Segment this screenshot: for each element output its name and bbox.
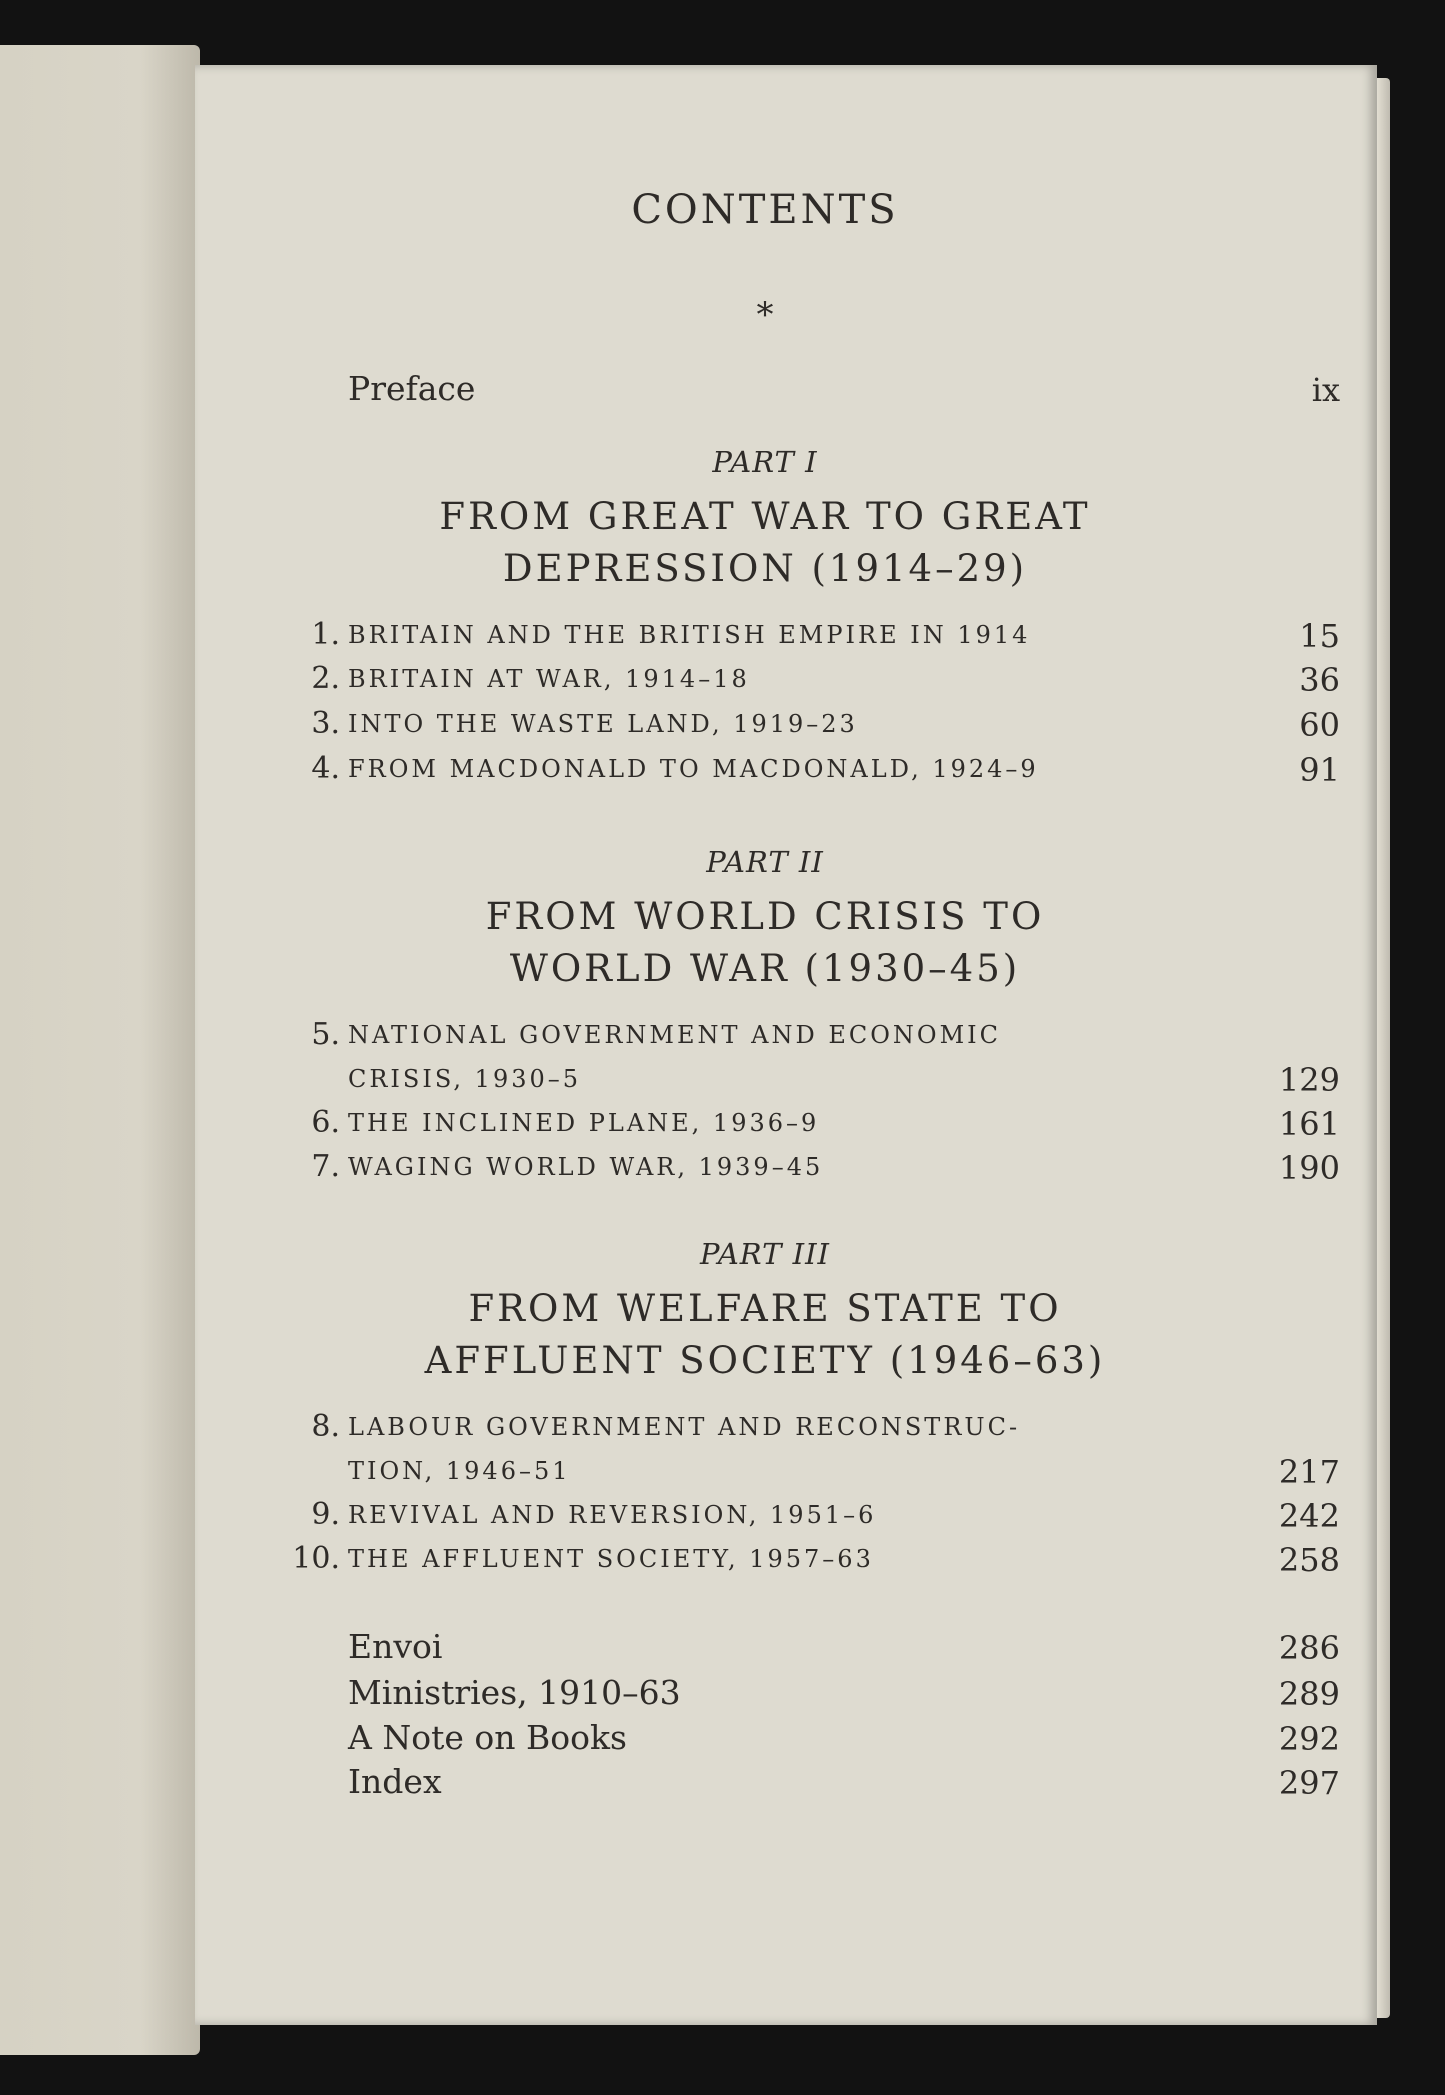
part-title: [195, 891, 1335, 995]
toc-page-number: 297: [1278, 1764, 1340, 1802]
toc-row: [290, 702, 1340, 746]
toc-row: [290, 613, 1340, 657]
left-page: [0, 45, 200, 2055]
toc-row: [290, 1493, 1340, 1537]
toc-page-number: 91: [1299, 751, 1340, 789]
chapter-title-continuation: CRISIS, 1930–5: [348, 1065, 582, 1093]
part-label: PART III: [699, 1237, 831, 1271]
chapter-number: 8.: [311, 1409, 340, 1444]
toc-row-back-matter: [290, 1671, 1340, 1715]
toc-entry-label: A Note on Books: [348, 1718, 627, 1757]
toc-page-number: 289: [1278, 1675, 1340, 1713]
toc-row: [290, 1013, 1340, 1057]
part-title-line: FROM GREAT WAR TO GREAT: [439, 495, 1091, 538]
chapter-title: FROM MACDONALD TO MACDONALD, 1924–9: [348, 755, 1039, 783]
toc-row-continuation: [290, 1057, 1340, 1101]
chapter-number: 7.: [311, 1149, 340, 1184]
toc-page-number: 60: [1299, 706, 1340, 744]
toc-row: [290, 1145, 1340, 1189]
chapter-title: BRITAIN AT WAR, 1914–18: [348, 665, 750, 693]
chapter-title: LABOUR GOVERNMENT AND RECONSTRUC-: [348, 1413, 1021, 1441]
toc-page-number: 190: [1278, 1149, 1340, 1187]
toc-row: [290, 1101, 1340, 1145]
toc-page-number: 15: [1299, 617, 1340, 655]
chapter-title: BRITAIN AND THE BRITISH EMPIRE IN 1914: [348, 621, 1031, 649]
part-title: [195, 491, 1335, 595]
ornament: *: [756, 295, 774, 335]
part-label: PART II: [706, 845, 824, 879]
part-label: PART I: [712, 445, 818, 479]
chapter-number: 10.: [292, 1541, 340, 1576]
part-title-line: DEPRESSION (1914–29): [502, 547, 1028, 590]
part-title-line: FROM WELFARE STATE TO: [468, 1287, 1062, 1330]
chapter-title: NATIONAL GOVERNMENT AND ECONOMIC: [348, 1021, 1002, 1049]
part-title: [195, 1283, 1335, 1387]
toc-entry-label: Envoi: [348, 1627, 443, 1666]
toc-row-continuation: [290, 1449, 1340, 1493]
toc-row: [290, 1537, 1340, 1581]
toc-row-back-matter: [290, 1625, 1340, 1669]
part-title-line: AFFLUENT SOCIETY (1946–63): [424, 1339, 1106, 1382]
toc-page-number: 286: [1278, 1629, 1340, 1667]
chapter-title: THE INCLINED PLANE, 1936–9: [348, 1109, 820, 1137]
chapter-title: INTO THE WASTE LAND, 1919–23: [348, 710, 858, 738]
toc-page-number: 292: [1278, 1720, 1340, 1758]
toc-row-back-matter: [290, 1716, 1340, 1760]
chapter-title-continuation: TION, 1946–51: [348, 1457, 571, 1485]
page-title: CONTENTS: [631, 187, 899, 233]
toc-page-number: ix: [1311, 371, 1340, 409]
toc-page-number: 36: [1299, 661, 1340, 699]
chapter-number: 1.: [311, 617, 340, 652]
toc-page-number: 258: [1278, 1541, 1340, 1579]
part-title-line: FROM WORLD CRISIS TO: [485, 895, 1045, 938]
chapter-number: 2.: [311, 661, 340, 696]
chapter-number: 6.: [311, 1105, 340, 1140]
chapter-number: 9.: [311, 1497, 340, 1532]
toc-row: [290, 1405, 1340, 1449]
toc-page-number: 161: [1278, 1105, 1340, 1143]
toc-row: [290, 747, 1340, 791]
toc-row-back-matter: [290, 1760, 1340, 1804]
chapter-number: 3.: [311, 706, 340, 741]
toc-entry-label: Ministries, 1910–63: [348, 1673, 681, 1712]
chapter-number: 5.: [311, 1017, 340, 1052]
part-title-line: WORLD WAR (1930–45): [509, 947, 1021, 990]
toc-entry-label: Preface: [348, 369, 476, 408]
toc-page-number: 242: [1278, 1497, 1340, 1535]
chapter-title: WAGING WORLD WAR, 1939–45: [348, 1153, 824, 1181]
toc-row: [290, 657, 1340, 701]
toc-page-number: 217: [1278, 1453, 1340, 1491]
toc-page-number: 129: [1278, 1061, 1340, 1099]
toc-row-preface: [290, 367, 1340, 411]
toc-entry-label: Index: [348, 1762, 442, 1801]
chapter-title: REVIVAL AND REVERSION, 1951–6: [348, 1501, 877, 1529]
chapter-number: 4.: [311, 751, 340, 786]
chapter-title: THE AFFLUENT SOCIETY, 1957–63: [348, 1545, 874, 1573]
contents-page: [195, 65, 1377, 2025]
